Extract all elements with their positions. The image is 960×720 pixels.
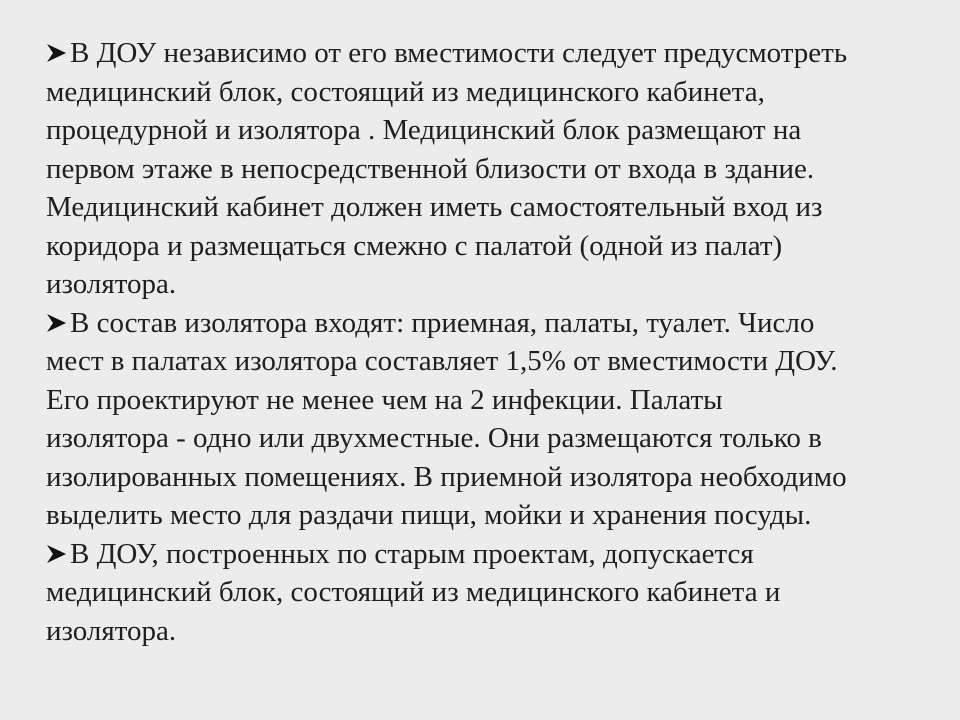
paragraph-line: медицинский блок, состоящий из медицинского кабинета, <box>46 75 765 108</box>
paragraph-line: первом этаже в непосредственной близости от входа в здание. <box>46 152 815 185</box>
paragraph-line: Медицинский кабинет должен иметь самостоятельный вход из <box>46 191 823 223</box>
paragraph-line: В ДОУ, построенных по старым проектам, допускается <box>46 535 936 574</box>
paragraph-line: изолированных помещениях. В приемной изолятора необходимо <box>46 460 847 493</box>
paragraph-line: изолятора - одно или двухместные. Они размещаются только в <box>46 422 822 454</box>
bullet-paragraph-2 <box>46 304 936 535</box>
arrowhead-bullet-icon <box>46 544 68 564</box>
arrowhead-bullet-icon <box>46 313 68 333</box>
arrowhead-bullet-icon <box>46 43 68 63</box>
paragraph-line: медицинский блок, состоящий из медицинского кабинета и <box>46 576 781 608</box>
slide-body <box>46 34 936 650</box>
paragraph-line: В состав изолятора входят: приемная, палаты, туалет. Число <box>46 304 936 343</box>
paragraph-line: изолятора. <box>46 614 177 647</box>
paragraph-line: выделить место для раздачи пищи, мойки и хранения посуды. <box>46 499 812 531</box>
paragraph-line: Его проектируют не менее чем на 2 инфекции. Палаты <box>46 383 723 416</box>
bullet-paragraph-3 <box>46 535 936 651</box>
paragraph-line: коридора и размещаться смежно с палатой (одной из палат) <box>46 229 783 262</box>
paragraph-line: процедурной и изолятора . Медицинский блок размещают на <box>46 114 802 146</box>
paragraph-line: В ДОУ независимо от его вместимости следует предусмотреть <box>46 34 936 73</box>
paragraph-line: изолятора. <box>46 268 177 300</box>
bullet-paragraph-1 <box>46 34 936 304</box>
paragraph-line: мест в палатах изолятора составляет 1,5% от вместимости ДОУ. <box>46 345 838 377</box>
